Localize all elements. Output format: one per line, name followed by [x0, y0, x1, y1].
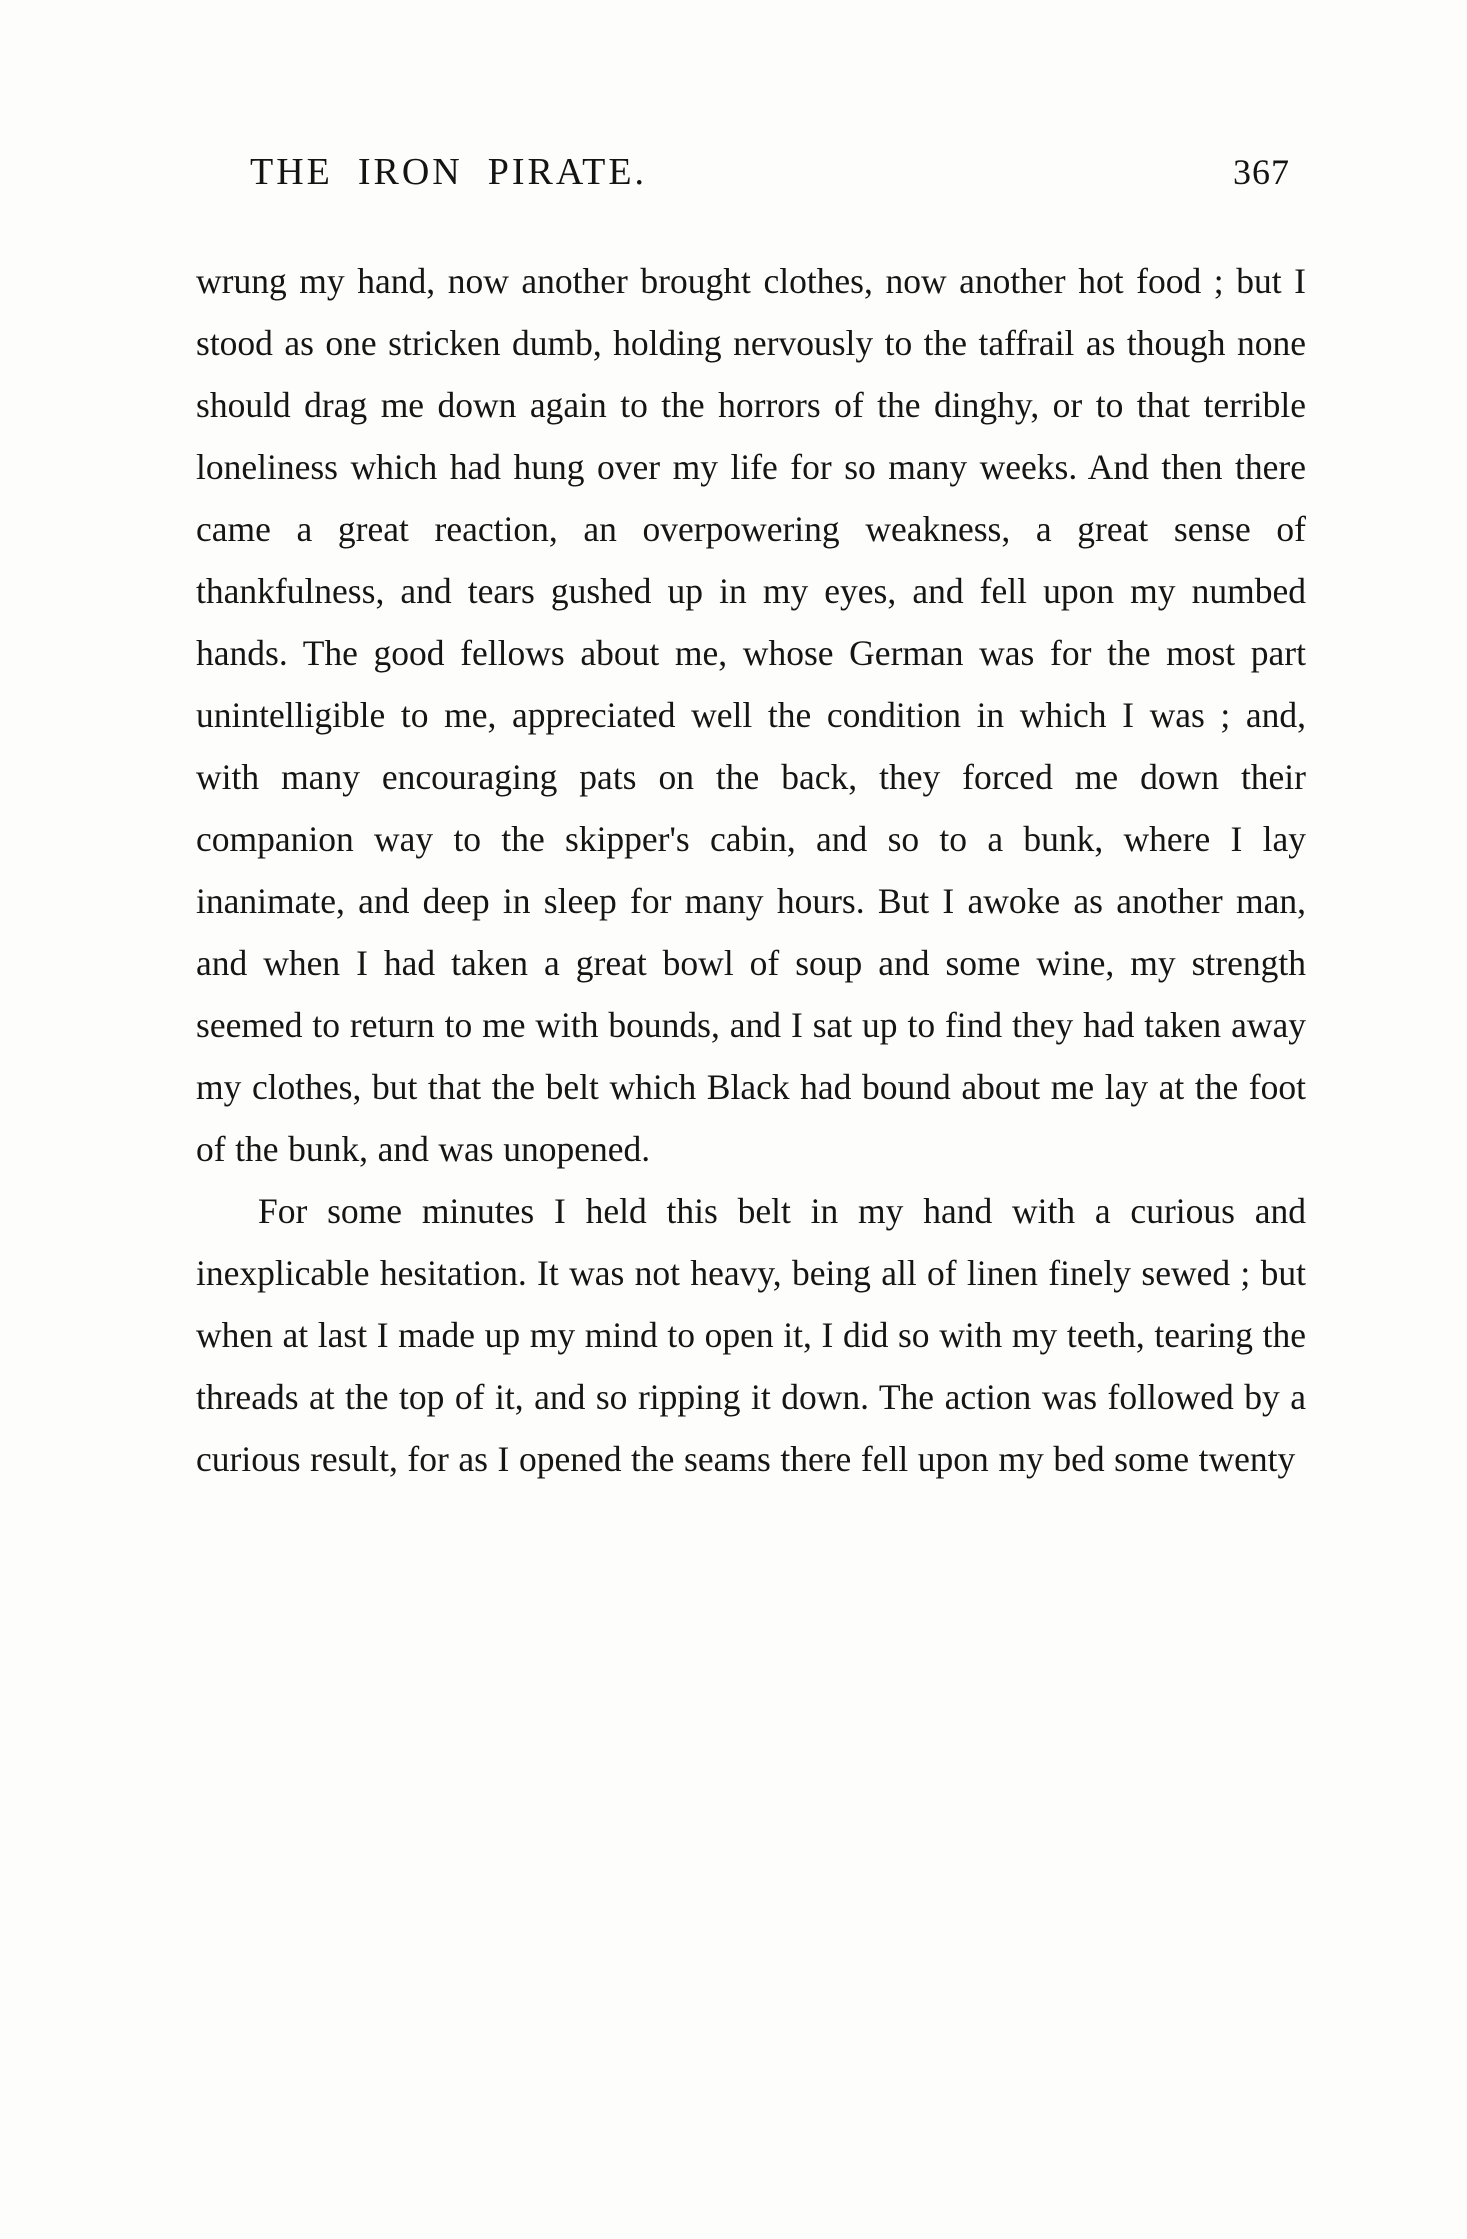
- paragraph: For some minutes I held this belt in my hand with a curious and inexplicable hesitation. It was not heavy, being all of linen finely sewed ; but when at last I made up my mind to open it, I did so with my teeth, tearing the threads at the top of it, and so ripping it down. The action was followed by a curious result, for as I opened the seams there fell upon my bed some twenty: [196, 1191, 1306, 1479]
- body-text: [196, 250, 1306, 1490]
- paragraph: wrung my hand, now another brought clothes, now another hot food ; but I stood as one stricken dumb, holding nervously to the taffrail as though none should drag me down again to the horrors of the dinghy, or to that terrible loneliness which had hung over my life for so many weeks. And then there came a great reaction, an overpowering weakness, a great sense of thankfulness, and tears gushed up in my eyes, and fell upon my numbed hands. The good fellows about me, whose German was for the most part unintelligible to me, appreciated well the condition in which I was ; and, with many encouraging pats on the back, they forced me down their companion way to the skipper's cabin, and so to a bunk, where I lay inanimate, and deep in sleep for many hours. But I awoke as another man, and when I had taken a great bowl of soup and some wine, my strength seemed to return to me with bounds, and I sat up to find they had taken away my clothes, but that the belt which Black had bound about me lay at the foot of the bunk, and was unopened.: [196, 261, 1306, 1169]
- running-head: [212, 150, 1290, 194]
- page-title: THE IRON PIRATE.: [250, 151, 648, 193]
- page-number: 367: [1233, 152, 1290, 192]
- page-content: [152, 150, 1350, 1490]
